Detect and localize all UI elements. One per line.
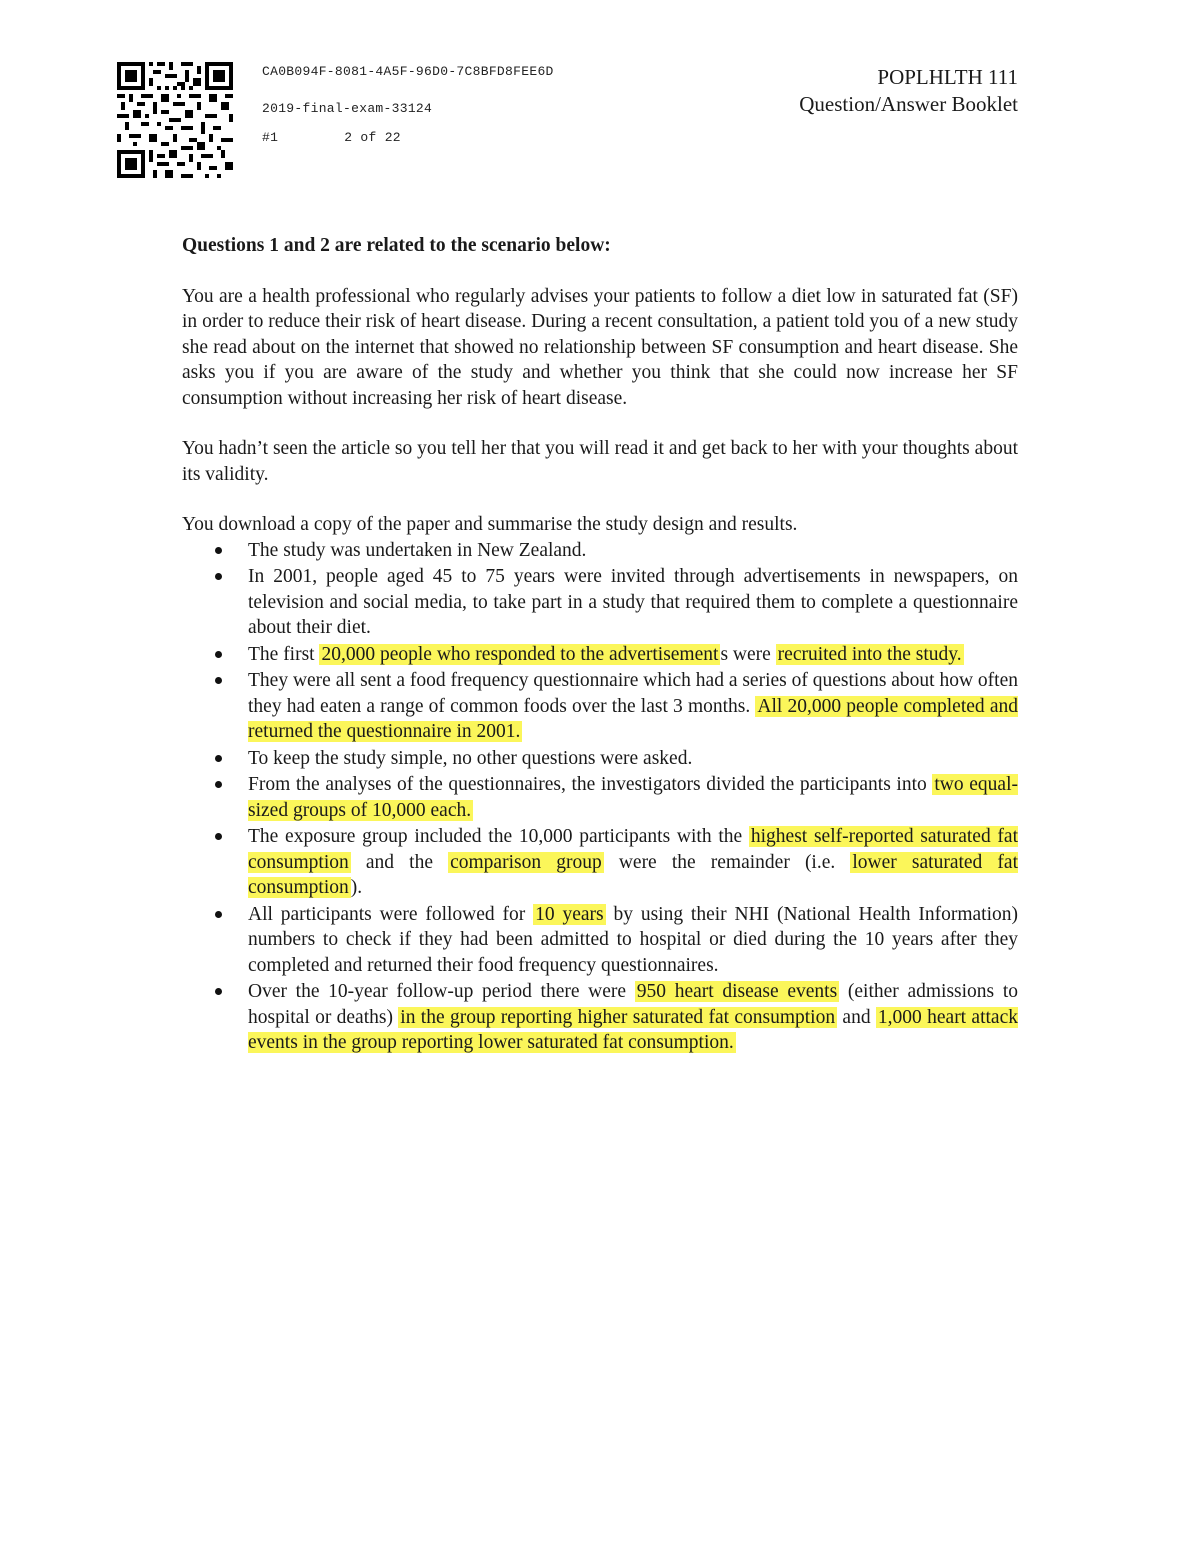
highlighted-text: 950 heart disease events xyxy=(636,981,838,1002)
highlighted-text: 1,000 heart attack events in the group reporting lower saturated fat consumption. xyxy=(248,1006,1018,1053)
highlighted-text: recruited into the study. xyxy=(777,643,962,665)
document-uuid: CA0B094F-8081-4A5F-96D0-7C8BFD8FEE6D xyxy=(262,64,554,79)
scenario-paragraph-3: You download a copy of the paper and summarise the study design and results. xyxy=(182,514,798,535)
highlighted-text: 10 years xyxy=(535,903,604,925)
booklet-title: Question/Answer Booklet xyxy=(799,92,1018,116)
list-item: The first 20,000 people who responded to the advertisement s were recruited into the study. xyxy=(248,642,1018,668)
highlighted-text: All 20,000 people completed and returned the questionnaire in 2001. xyxy=(248,695,1018,742)
highlighted-text: lower saturated fat consumption xyxy=(248,851,1018,898)
page-indicator-row xyxy=(262,130,401,145)
question-content xyxy=(182,233,1018,1057)
list-item: All participants were followed for 10 years by using their NHI (National Health Information) numbers to check if they had been admitted to hospital or died during the 10 years after they completed and returned their food frequency questionnaires. xyxy=(248,902,1018,979)
list-item: From the analyses of the questionnaires, the investigators divided the participants into two equal-sized groups of 10,000 each. xyxy=(248,772,1018,823)
highlighted-text: highest self-reported saturated fat consumption xyxy=(248,826,1018,873)
qr-code-icon xyxy=(117,62,233,178)
list-item: Over the 10-year follow-up period there were 950 heart disease events (either admissions to hospital or deaths) in the group reporting higher saturated fat consumption and 1,000 heart attack events in the group reporting lower saturated fat consumption. xyxy=(248,979,1018,1056)
scenario-paragraph-1: You are a health professional who regularly advises your patients to follow a diet low in saturated fat (SF) in order to reduce their risk of heart disease. During a recent consultation, a patient told you of a new study she read about on the internet that showed no relationship between SF consumption and heart disease. She asks you if you are aware of the study and whether you think that she could now increase her SF consumption without increasing her risk of heart disease. xyxy=(182,285,1018,409)
highlighted-text: two equal-sized groups of 10,000 each. xyxy=(248,774,1018,821)
highlighted-text: comparison group xyxy=(450,851,602,873)
list-item: The study was undertaken in New Zealand. xyxy=(248,538,1018,564)
highlighted-text: in the group reporting higher saturated fat consumption xyxy=(400,1006,836,1028)
page-indicator: 2 of 22 xyxy=(344,130,401,145)
exam-id: 2019-final-exam-33124 xyxy=(262,101,433,116)
course-header xyxy=(799,64,1018,118)
list-item: They were all sent a food frequency questionnaire which had a series of questions about how often they had eaten a range of common foods over the last 3 months. All 20,000 people completed and returned the questionnaire in 2001. xyxy=(248,668,1018,745)
study-summary-list xyxy=(182,538,1018,1056)
list-item: In 2001, people aged 45 to 75 years were invited through advertisements in newspapers, on television and social media, to take part in a study that required them to complete a questionnaire about their diet. xyxy=(248,564,1018,641)
highlighted-text: 20,000 people who responded to the advertisement xyxy=(321,643,719,665)
course-code: POPLHLTH 111 xyxy=(877,65,1018,89)
question-heading: Questions 1 and 2 are related to the scenario below: xyxy=(182,235,611,256)
scenario-paragraph-2: You hadn’t seen the article so you tell her that you will read it and get back to her with your thoughts about its validity. xyxy=(182,438,1018,485)
list-item: To keep the study simple, no other questions were asked. xyxy=(248,746,1018,772)
copy-number: #1 xyxy=(262,130,279,145)
list-item: The exposure group included the 10,000 participants with the highest self-reported saturated fat consumption and the comparison group were the remainder (i.e. lower saturated fat consumption ). xyxy=(248,824,1018,901)
